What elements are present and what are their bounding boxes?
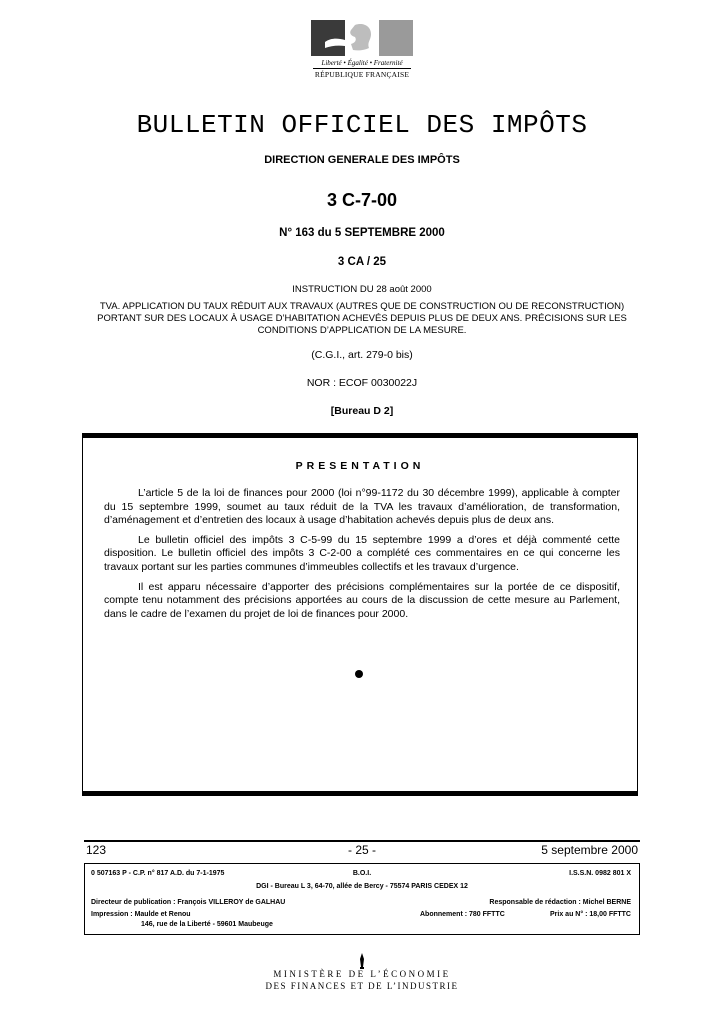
nor-reference: NOR : ECOF 0030022J: [306, 377, 418, 389]
presentation-paragraph: L’article 5 de la loi de finances pour 2000 (loi n°99-1172 du 30 décembre 1999), applicable à compter du 15 septembre 1999, soumet au taux réduit de la TVA les travaux d’amélioration, de transformation, d’aménagement et d’entretien des locaux à usage d’habitation achevés depuis plus de deux ans.: [104, 487, 620, 527]
imprint-box: [84, 863, 640, 935]
ministry-name-line1: MINISTÈRE DE L’ÉCONOMIE: [273, 969, 451, 979]
imprint-printer-address: 146, rue de la Liberté - 59601 Maubeuge: [141, 921, 273, 928]
bullet-dot-icon: [355, 670, 363, 678]
imprint-director: Directeur de publication : François VILLEROY de GALHAU: [91, 899, 286, 906]
presentation-heading: PRESENTATION: [295, 460, 425, 472]
bulletin-title: BULLETIN OFFICIEL DES IMPÔTS: [136, 110, 588, 140]
republique-francaise-logo: [311, 20, 413, 86]
presentation-body: [104, 487, 620, 627]
logo-divider: [313, 68, 411, 69]
bureau-reference: [Bureau D 2]: [330, 405, 394, 417]
document-reference: 3 C-7-00: [326, 190, 398, 210]
page-number: 123: [86, 843, 107, 857]
instruction-date: INSTRUCTION DU 28 août 2000: [292, 284, 432, 295]
direction-heading: DIRECTION GENERALE DES IMPÔTS: [264, 154, 460, 166]
imprint-subscription: Abonnement : 780 FFTTC: [420, 911, 505, 918]
logo-motto: Liberté • Égalité • Fraternité: [321, 59, 403, 67]
publication-date: 5 septembre 2000: [541, 843, 638, 857]
presentation-box: [82, 433, 638, 796]
ministry-emblem-icon: [355, 953, 369, 969]
imprint-price: Prix au N° : 18,00 FFTTC: [550, 911, 631, 918]
presentation-paragraph: Le bulletin officiel des impôts 3 C-5-99 du 15 septembre 1999 a d’ores et déjà commenté cette disposition. Le bulletin officiel des impôts 3 C-2-00 a complété ces commentaires en ce qui concerne les travaux portant sur les parties communes d’immeubles collectifs et les travaux d’urgence.: [104, 533, 620, 573]
footer-divider: [84, 840, 640, 842]
issue-number: N° 163 du 5 SEPTEMBRE 2000: [279, 227, 445, 239]
presentation-paragraph: Il est apparu nécessaire d’apporter des précisions complémentaires sur la portée de ce dispositif, compte tenu notamment des précisions apportées au cours de la discussion de cette mesure au Parlement, dans le cadre de l’examen du projet de loi de finances pour 2000.: [104, 580, 620, 620]
document-subject: TVA. APPLICATION DU TAUX RÉDUIT AUX TRAVAUX (AUTRES QUE DE CONSTRUCTION OU DE RECONSTRUCTION) PORTANT SUR DES LOCAUX À USAGE D’HABITATION ACHEVÉS DEPUIS PLUS DE DEUX ANS. PRÉCISIONS SUR LES CONDITIONS D’APPLICATION DE LA MESURE.: [97, 301, 627, 336]
logo-republic: RÉPUBLIQUE FRANÇAISE: [314, 70, 410, 79]
imprint-issn: I.S.S.N. 0982 801 X: [569, 870, 631, 877]
imprint-address: DGI - Bureau L 3, 64-70, allée de Bercy - 75574 PARIS CEDEX 12: [256, 883, 468, 890]
imprint-printer: Impression : Maulde et Renou: [91, 911, 191, 918]
imprint-boi: B.O.I.: [352, 870, 372, 877]
ministry-name-line2: DES FINANCES ET DE L’INDUSTRIE: [265, 981, 459, 991]
marianne-logo-icon: [311, 20, 413, 56]
imprint-cppap: 0 507163 P - C.P. n° 817 A.D. du 7-1-1975: [91, 870, 225, 877]
cgi-reference: (C.G.I., art. 279-0 bis): [311, 349, 413, 361]
page-label: - 25 -: [347, 843, 376, 857]
imprint-editor: Responsable de rédaction : Michel BERNE: [489, 899, 631, 906]
series-code: 3 CA / 25: [337, 256, 387, 268]
